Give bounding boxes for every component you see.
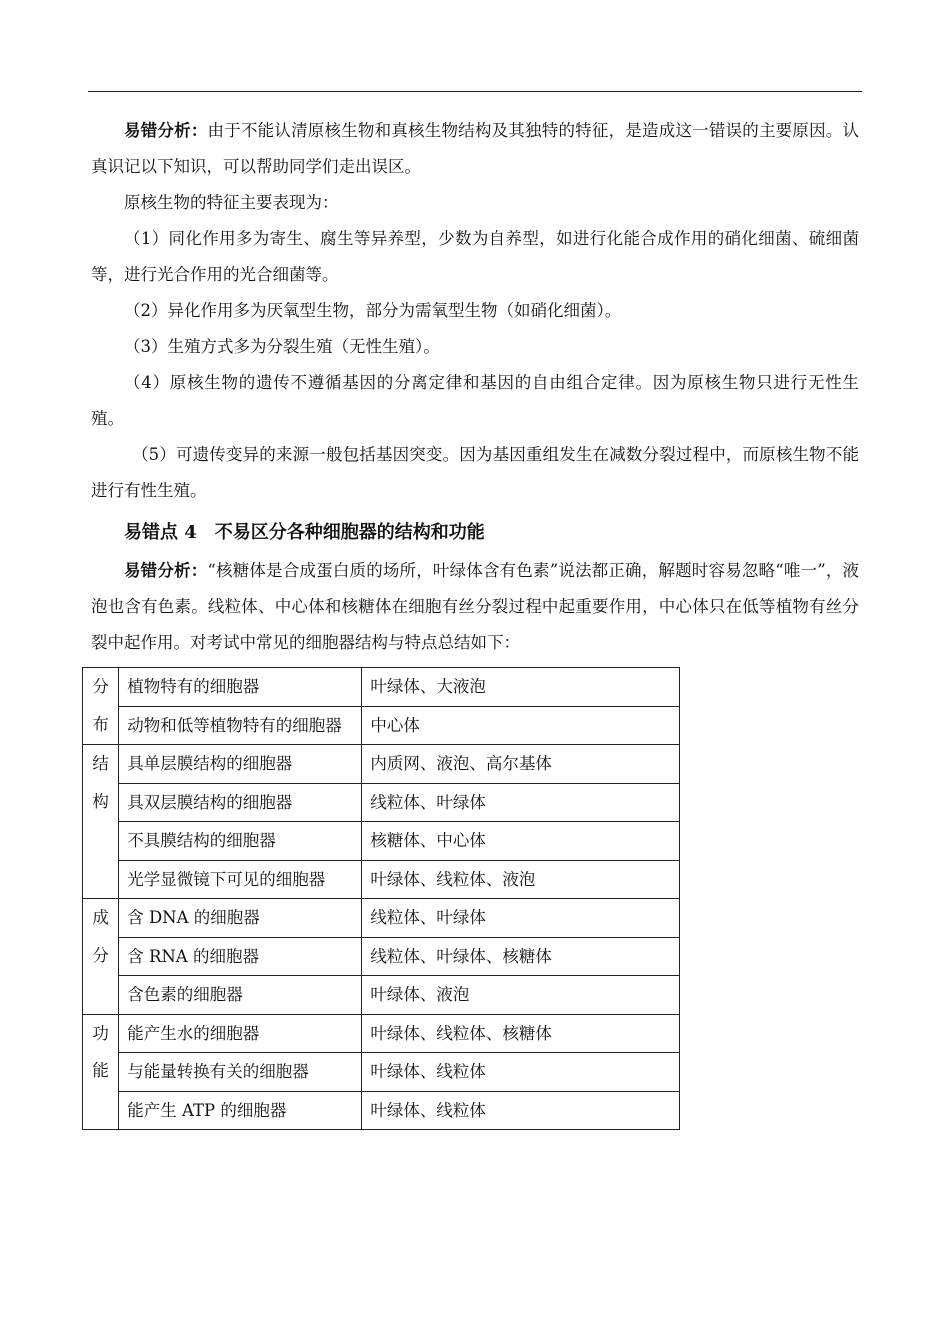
desc-cell: 能产生水的细胞器 xyxy=(119,1014,362,1053)
category-cell: 成分 xyxy=(83,899,119,1015)
section-heading: 易错点 4 不易区分各种细胞器的结构和功能 xyxy=(124,522,485,543)
value-cell: 线粒体、叶绿体 xyxy=(362,783,680,822)
value-cell: 核糖体、中心体 xyxy=(362,822,680,861)
analysis-text: “核糖体是合成蛋白质的场所，叶绿体含有色素”说法都正确，解题时容易忽略“唯一”，液泡也含有色素。线粒体、中心体和核糖体在细胞有丝分裂过程中起重要作用，中心体只在低等植物有丝分裂中起作用。对考试中常见的细胞器结构与特点总结如下： xyxy=(91,561,859,652)
value-cell: 中心体 xyxy=(362,706,680,745)
desc-cell: 含色素的细胞器 xyxy=(119,976,362,1015)
value-cell: 内质网、液泡、高尔基体 xyxy=(362,745,680,784)
category-cell: 功能 xyxy=(83,1014,119,1130)
value-cell: 叶绿体、线粒体、核糖体 xyxy=(362,1014,680,1053)
value-cell: 线粒体、叶绿体 xyxy=(362,899,680,938)
analysis-label: 易错分析： xyxy=(124,121,208,140)
header-rule xyxy=(88,91,862,92)
value-cell: 叶绿体、线粒体 xyxy=(362,1053,680,1092)
feature-item-2: （2）异化作用多为厌氧型生物，部分为需氧型生物（如硝化细菌）。 xyxy=(124,301,622,320)
desc-cell: 含 DNA 的细胞器 xyxy=(119,899,362,938)
desc-cell: 具单层膜结构的细胞器 xyxy=(119,745,362,784)
table-row xyxy=(83,1091,680,1130)
table-row xyxy=(83,1053,680,1092)
category-cell: 分布 xyxy=(83,668,119,745)
desc-cell: 具双层膜结构的细胞器 xyxy=(119,783,362,822)
desc-cell: 植物特有的细胞器 xyxy=(119,668,362,707)
value-cell: 叶绿体、液泡 xyxy=(362,976,680,1015)
desc-cell: 光学显微镜下可见的细胞器 xyxy=(119,860,362,899)
document-body xyxy=(91,113,859,661)
desc-cell: 与能量转换有关的细胞器 xyxy=(119,1053,362,1092)
value-cell: 线粒体、叶绿体、核糖体 xyxy=(362,937,680,976)
feature-item-3: （3）生殖方式多为分裂生殖（无性生殖）。 xyxy=(124,337,440,356)
table-row xyxy=(83,860,680,899)
table-row xyxy=(83,668,680,707)
table-row xyxy=(83,745,680,784)
category-cell: 结构 xyxy=(83,745,119,899)
feature-item-1: （1）同化作用多为寄生、腐生等异养型，少数为自养型，如进行化能合成作用的硝化细菌、硫细菌等，进行光合作用的光合细菌等。 xyxy=(91,229,859,284)
desc-cell: 不具膜结构的细胞器 xyxy=(119,822,362,861)
analysis-paragraph-2 xyxy=(91,553,859,661)
analysis-label: 易错分析： xyxy=(124,561,208,580)
feature-item-5: （5）可遗传变异的来源一般包括基因突变。因为基因重组发生在减数分裂过程中，而原核生物不能进行有性生殖。 xyxy=(91,445,859,500)
table-row xyxy=(83,976,680,1015)
table-row xyxy=(83,822,680,861)
value-cell: 叶绿体、线粒体 xyxy=(362,1091,680,1130)
table-row xyxy=(83,783,680,822)
desc-cell: 能产生 ATP 的细胞器 xyxy=(119,1091,362,1130)
analysis-text: 由于不能认清原核生物和真核生物结构及其独特的特征，是造成这一错误的主要原因。认真识记以下知识，可以帮助同学们走出误区。 xyxy=(91,121,860,176)
organelle-table xyxy=(82,667,680,1130)
desc-cell: 含 RNA 的细胞器 xyxy=(119,937,362,976)
table-row xyxy=(83,706,680,745)
features-intro: 原核生物的特征主要表现为： xyxy=(124,193,339,212)
table-row xyxy=(83,1014,680,1053)
value-cell: 叶绿体、大液泡 xyxy=(362,668,680,707)
value-cell: 叶绿体、线粒体、液泡 xyxy=(362,860,680,899)
table-row xyxy=(83,937,680,976)
table-row xyxy=(83,899,680,938)
feature-item-4: （4）原核生物的遗传不遵循基因的分离定律和基因的自由组合定律。因为原核生物只进行无性生殖。 xyxy=(91,373,859,428)
analysis-paragraph-1 xyxy=(91,113,859,185)
desc-cell: 动物和低等植物特有的细胞器 xyxy=(119,706,362,745)
